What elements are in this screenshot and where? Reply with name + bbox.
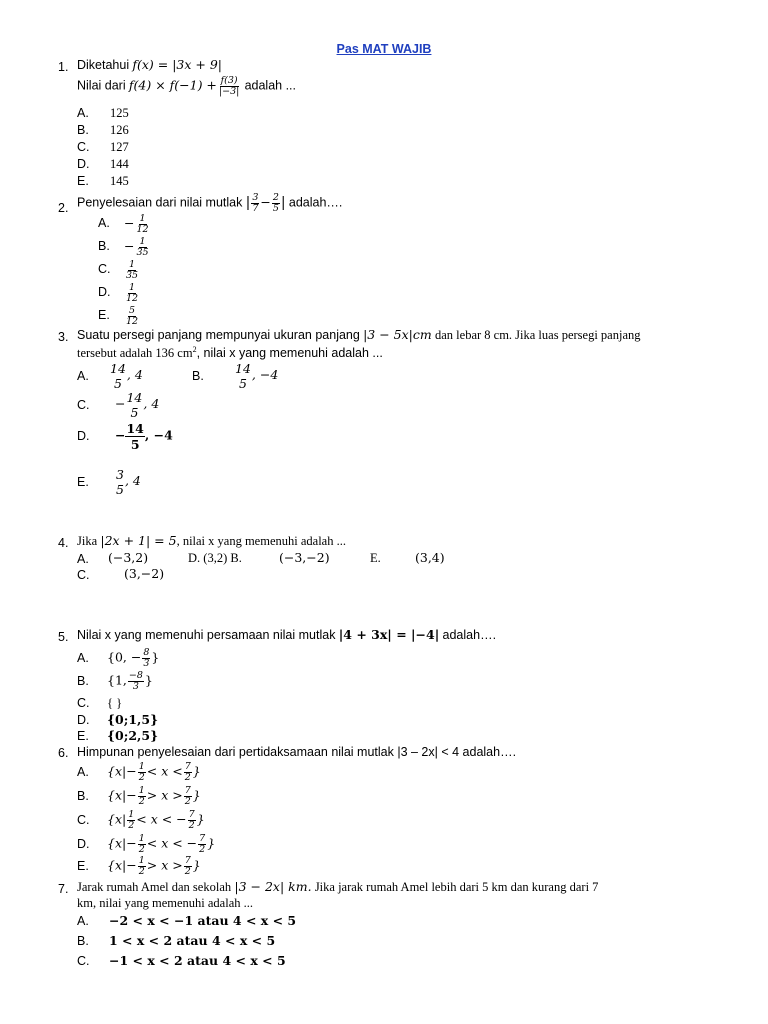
- option-1a[interactable]: A. 125: [77, 106, 129, 120]
- option-7c[interactable]: C. −1 < x < 2 atau 4 < x < 5: [77, 953, 286, 968]
- option-4d-and-b-label[interactable]: D. (3,2) B.: [188, 551, 242, 565]
- question-1-number: 1.: [58, 60, 69, 74]
- option-5e[interactable]: E. {0;2,5}: [77, 728, 159, 743]
- option-2b[interactable]: B. − $\frac{1}{35}$: [98, 236, 149, 258]
- question-1-function: f(x) = |3x + 9|: [132, 57, 223, 72]
- question-1-options: [77, 106, 129, 191]
- question-1-line-1: [77, 58, 222, 73]
- option-7a[interactable]: A. −2 < x < −1 atau 4 < x < 5: [77, 913, 297, 928]
- question-6-number: 6.: [58, 746, 69, 760]
- question-1-adalah: adalah ...: [244, 78, 296, 93]
- option-6d[interactable]: D. {x|− $\frac{1}{2}$ < x < − $\frac{7}{2}$ }: [77, 833, 216, 855]
- option-1c[interactable]: C. 127: [77, 140, 129, 154]
- question-2-options: [98, 214, 151, 329]
- question-2-number: 2.: [58, 201, 69, 215]
- question-5-math: |4 + 3x| = |−4|: [338, 627, 440, 642]
- option-1d[interactable]: D. 144: [77, 157, 129, 171]
- option-5d[interactable]: D. {0;1,5}: [77, 712, 159, 727]
- question-3-math: |3 − 5x|cm: [363, 327, 432, 342]
- option-5c[interactable]: C. { }: [77, 696, 123, 710]
- question-5-number: 5.: [58, 630, 69, 644]
- question-2-stem: Penyelesaian dari nilai mutlak: [77, 195, 243, 210]
- option-3c[interactable]: C. − 14 5 , 4: [77, 390, 160, 420]
- option-1b[interactable]: B. 126: [77, 123, 129, 137]
- option-2c[interactable]: C. $\frac{1}{35}$: [98, 259, 139, 281]
- question-5-text: Nilai x yang memenuhi persamaan nilai mutlak |4 + 3x| = |−4| adalah….: [77, 627, 497, 642]
- question-2-fraction-2: $\frac{2}{5}$: [272, 192, 279, 214]
- option-4e-value[interactable]: (3,4): [415, 550, 445, 565]
- option-6b[interactable]: B. {x|− $\frac{1}{2}$ > x > $\frac{7}{2}$ }: [77, 785, 201, 807]
- question-3-number: 3.: [58, 330, 69, 344]
- option-3e[interactable]: E. 3 5 , 4: [77, 467, 141, 497]
- question-2-text: Penyelesaian dari nilai mutlak | $\frac{3}{7}$ − $\frac{2}{5}$ | adalah….: [77, 192, 343, 214]
- option-4a-value[interactable]: (−3,2): [108, 550, 149, 565]
- question-7-line-1: Jarak rumah Amel dan sekolah |3 − 2x| km. Jika jarak rumah Amel lebih dari 5 km dan kurang dari 7: [77, 879, 599, 894]
- question-7-math: |3 − 2x| km.: [234, 879, 312, 894]
- question-1-line-2: [77, 76, 296, 97]
- option-3a[interactable]: A. 14 5 , 4: [77, 361, 143, 391]
- question-2-fraction-1: $\frac{3}{7}$: [252, 192, 259, 214]
- question-7-line-2: km, nilai yang memenuhi adalah ...: [77, 896, 253, 910]
- question-3-line-1: Suatu persegi panjang mempunyai ukuran panjang |3 − 5x|cm dan lebar 8 cm. Jika luas persegi panjang: [77, 327, 641, 342]
- question-6-text: Himpunan penyelesaian dari pertidaksamaan nilai mutlak |3 – 2x| < 4 adalah….: [77, 745, 517, 759]
- question-3-line-2: tersebut adalah 136 $cm^2$, nilai x yang memenuhi adalah ...: [77, 345, 383, 361]
- question-4-number: 4.: [58, 536, 69, 550]
- option-4e-letter[interactable]: E.: [370, 551, 381, 565]
- option-6c[interactable]: C. {x| $\frac{1}{2}$ < x < − $\frac{7}{2}$ }: [77, 809, 205, 831]
- option-1e[interactable]: E. 145: [77, 174, 129, 188]
- question-7-number: 7.: [58, 882, 69, 896]
- question-2-adalah: adalah….: [288, 195, 343, 210]
- option-6e[interactable]: E. {x|− $\frac{1}{2}$ > x > $\frac{7}{2}$ }: [77, 855, 201, 877]
- question-4-math: |2x + 1| = 5: [100, 533, 177, 548]
- page-title: Pas MAT WAJIB: [336, 42, 432, 56]
- question-1-nilai-dari: Nilai dari: [77, 78, 126, 93]
- option-3b[interactable]: B. 14 5 , −4: [192, 361, 279, 391]
- question-1-intro: Diketahui: [77, 58, 130, 72]
- question-1-expression: f(4) × f(−1) +: [128, 77, 217, 93]
- question-1-fraction: $\frac{f(3)}{|-3|}$: [218, 75, 240, 97]
- option-4a-letter[interactable]: A.: [77, 552, 89, 566]
- option-2d[interactable]: D. $\frac{1}{12}$: [98, 282, 139, 304]
- option-6a[interactable]: A. {x|− $\frac{1}{2}$ < x < $\frac{7}{2}$ }: [77, 761, 201, 783]
- option-7b[interactable]: B. 1 < x < 2 atau 4 < x < 5: [77, 933, 276, 948]
- option-2a[interactable]: A. − $\frac{1}{12}$: [98, 213, 149, 235]
- option-4c-letter[interactable]: C.: [77, 568, 90, 582]
- question-4-text: Jika |2x + 1| = 5, nilai x yang memenuhi adalah ...: [77, 533, 346, 548]
- option-5b[interactable]: B. {1, $\frac{-8}{3}$ }: [77, 670, 153, 692]
- option-3d[interactable]: D. − $\frac{14}{5}$ , −4: [77, 421, 173, 452]
- option-2e[interactable]: E. $\frac{5}{12}$: [98, 305, 139, 327]
- option-4b-value[interactable]: (−3,−2): [279, 550, 330, 565]
- option-4c-value[interactable]: (3,−2): [124, 566, 165, 581]
- option-5a[interactable]: A. {0, − $\frac{8}{3}$ }: [77, 647, 160, 669]
